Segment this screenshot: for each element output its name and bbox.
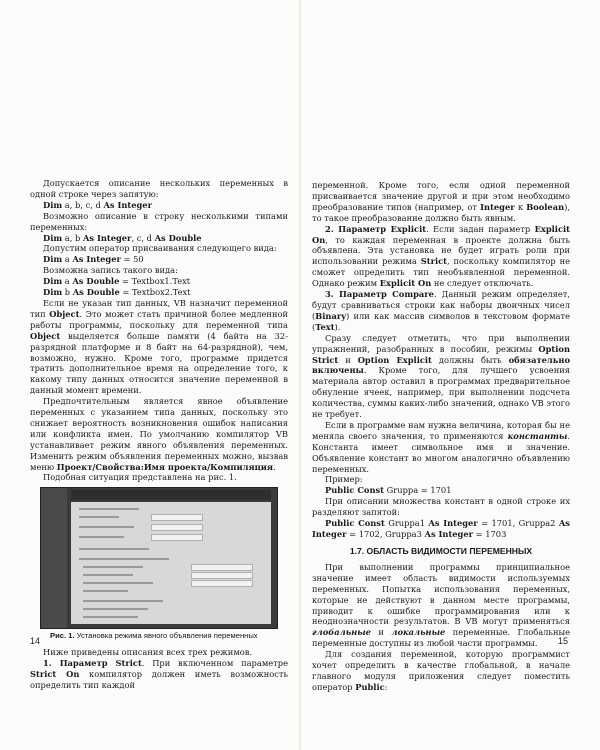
page-number: 14	[30, 636, 41, 646]
paragraph: Возможно описание в строку несколькими типами переменных:	[30, 210, 288, 232]
paragraph: Предпочтительным является явное объявление переменных с указанием типа данных, поскольку это снижает вероятность возникновения ошибок написания или конфликта имен. По умолчанию компилятор VB устанавливает режим явного объявления переменных. Изменить режим объявления переменных можно, вызвав меню Проект/Свойства:Имя проекта/Компиляция.	[30, 396, 288, 472]
code-line: Public Const Gruppa1 As Integer = 1701, Gruppa2 As Integer = 1702, Gruppa3 As Integer = 1703	[312, 518, 570, 539]
paragraph: Возможна запись такого вида:	[43, 265, 178, 276]
paragraph: 2. Параметр Explicit. Если задан параметр Explicit On, то каждая переменная в проекте должна быть объявлена. Эта установка не будет играть роли при использовании режима Strict, поскольку компилятор не сможет определить тип необъявленной переменной. Однако режим Explicit On не следует отключать.	[312, 223, 571, 289]
paragraph: Сразу следует отметить, что при выполнении упражнений, разобранных в пособии, режимы Option Strict и Option Explicit должны быть обязательно включены. Кроме того, для лучшего усвоения материала автор оставил в программах предварительное обнуление ячеек, например, при выполнении подсчета количества, суммы каких-либо значений, однако VB этого не требует.	[312, 332, 570, 420]
figure-sidebar	[41, 488, 67, 628]
code-line: Public Const Gruppa = 1701	[325, 485, 452, 496]
book-gutter	[299, 0, 301, 750]
code-line: Dim a As Integer = 50	[43, 254, 144, 265]
paragraph: Для создания переменной, которую программист хочет определить в качестве глобальной, в начале главного модуля приложения следует поместить оператор Public:	[312, 649, 570, 692]
paragraph: Допускается описание нескольких переменных в одной строке через запятую:	[30, 178, 288, 199]
section-heading: 1.7. ОБЛАСТЬ ВИДИМОСТИ ПЕРЕМЕННЫХ	[349, 545, 533, 556]
paragraph: При выполнении программы принципиальное значение имеет область видимости используемых переменных. Попытка использования переменных, которые не действуют в данном месте программы, приводит к ошибке программирования или к неоднозначности результатов. В VB могут применяться глобальные и локальные переменные. Глобальные переменные доступны из любой части программы.	[312, 561, 570, 649]
paragraph: переменной. Кроме того, если одной переменной присваивается значение другой и при этом необходимо преобразование типов (например, от Integer к Boolean), то такое преобразование должно быть явным.	[312, 180, 570, 223]
code-line: Dim a As Double = Textbox1.Text	[43, 276, 191, 287]
figure-titlebar	[71, 490, 271, 500]
paragraph: Ниже приведены описания всех трех режимов.	[43, 647, 253, 658]
figure-caption: Рис. 1. Установка режима явного объявления переменных	[50, 631, 258, 641]
figure-settings-panel	[71, 502, 271, 624]
paragraph: Пример:	[325, 474, 363, 485]
paragraph: При описании множества констант в одной строке их разделяют запятой:	[312, 496, 570, 518]
right-page	[312, 180, 570, 693]
code-line: Dim b As Double = Textbox2.Text	[43, 287, 191, 298]
left-page	[30, 178, 288, 691]
paragraph: Допустим оператор присваивания следующего вида:	[43, 243, 277, 254]
page-number: 15	[558, 636, 569, 646]
paragraph: Если не указан тип данных, VB назначит переменной тип Object. Это может стать причиной более медленной работы программы, поскольку для переменной типа Object выделяется больше памяти (4 байта на 32-разрядной платформе и 8 байт на 64-разрядной), чем, возможно, нужно. Кроме того, программе придется тратить дополнительное время на определение того, к какому типу данных относится значение переменной в данный момент времени.	[30, 297, 288, 396]
paragraph: Подобная ситуация представлена на рис. 1.	[43, 472, 237, 483]
code-line: Dim a, b As Integer, c, d As Double	[43, 232, 202, 243]
paragraph: 3. Параметр Compare. Данный режим определяет, будут сравниваться строки как наборы двоичных чисел (Binary) или как массив символов в текстовом формате (Text).	[312, 289, 570, 332]
figure-screenshot	[40, 487, 278, 629]
code-line: Dim a, b, c, d As Integer	[43, 199, 152, 210]
paragraph: Если в программе нам нужна величина, которая бы не меняла своего значения, то применяются константы. Константа имеет символьное имя и значение. Объявление констант во многом аналогично объявлению переменных.	[312, 419, 570, 474]
paragraph: 1. Параметр Strict. При включенном параметре Strict On компилятор должен иметь возможность определить тип каждой	[30, 658, 288, 691]
